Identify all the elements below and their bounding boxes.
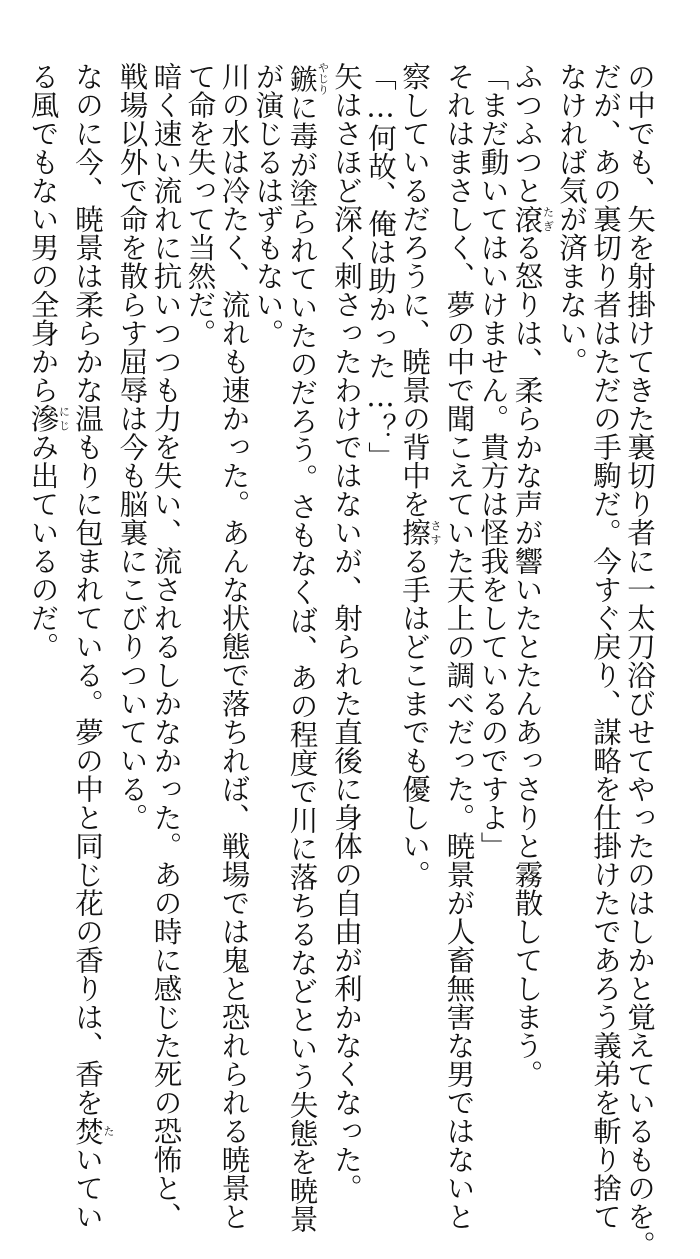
text-line: ふつふつと滾たぎる怒りは、柔らかな声が響いたとたんあっさりと霧散してしまう。 xyxy=(510,62,555,1088)
text-line: なければ気が済まない。 xyxy=(555,62,588,376)
text-line: 鏃やじりに毒が塗られていたのだろう。さもなくば、あの程度で川に落ちるなどという失態を暁景 xyxy=(285,62,330,1233)
text-line: る風でもない男の全身から滲にじみ出ているのだ。 xyxy=(26,62,71,661)
ruby-annotation: 擦さす xyxy=(398,518,442,547)
text-line: 暗く速い流れに抗いつつも力を失い、流されるしかなかった。あの時に感じた死の恐怖と、 xyxy=(149,62,183,1231)
ruby-annotation: 滾たぎ xyxy=(510,204,555,233)
text-line: 「まだ動いてはいけません。貴方は怪我をしているのですよ」 xyxy=(476,62,510,860)
text-line: て命を失って当然だ。 xyxy=(183,62,217,347)
ruby-annotation: 焚た xyxy=(71,1116,115,1145)
text-line: それはまさしく、夢の中で聞こえていた天上の調べだった。暁景が人畜無害な男ではないと xyxy=(442,62,476,1231)
text-line: が演じるはずもない。 xyxy=(251,62,285,347)
text-line: 「…何故、俺は助かった…？」 xyxy=(364,62,397,470)
ruby-annotation: 鏃やじり xyxy=(285,62,330,95)
text-line: の中でも、矢を射掛けてきた裏切り者に一太刀浴びせてやったのはしかと覚えているものを。 xyxy=(623,62,656,1259)
text-line: なのに今、暁景は柔らかな温もりに包まれている。夢の中と同じ花の香りは、香を焚たいてい xyxy=(71,62,115,1231)
text-line: 戦場以外で命を散らす屈辱は今も脳裏にこびりついている。 xyxy=(115,62,149,832)
text-line: 川の水は冷たく、流れも速かった。あんな状態で落ちれば、戦場では鬼と恐れられる暁景と xyxy=(217,62,251,1231)
text-line: だが、あの裏切り者はただの手駒だ。今すぐ戻り、謀略を仕掛けたであろう義弟を斬り捨て xyxy=(589,62,622,1231)
text-line: 矢はさほど深く刺さったわけではないが、射られた直後に身体の自由が利かなくなった。 xyxy=(330,62,363,1202)
ruby-annotation: 滲にじ xyxy=(26,404,71,433)
text-line: 察しているだろうに、暁景の背中を擦さする手はどこまでも優しい。 xyxy=(398,62,442,889)
